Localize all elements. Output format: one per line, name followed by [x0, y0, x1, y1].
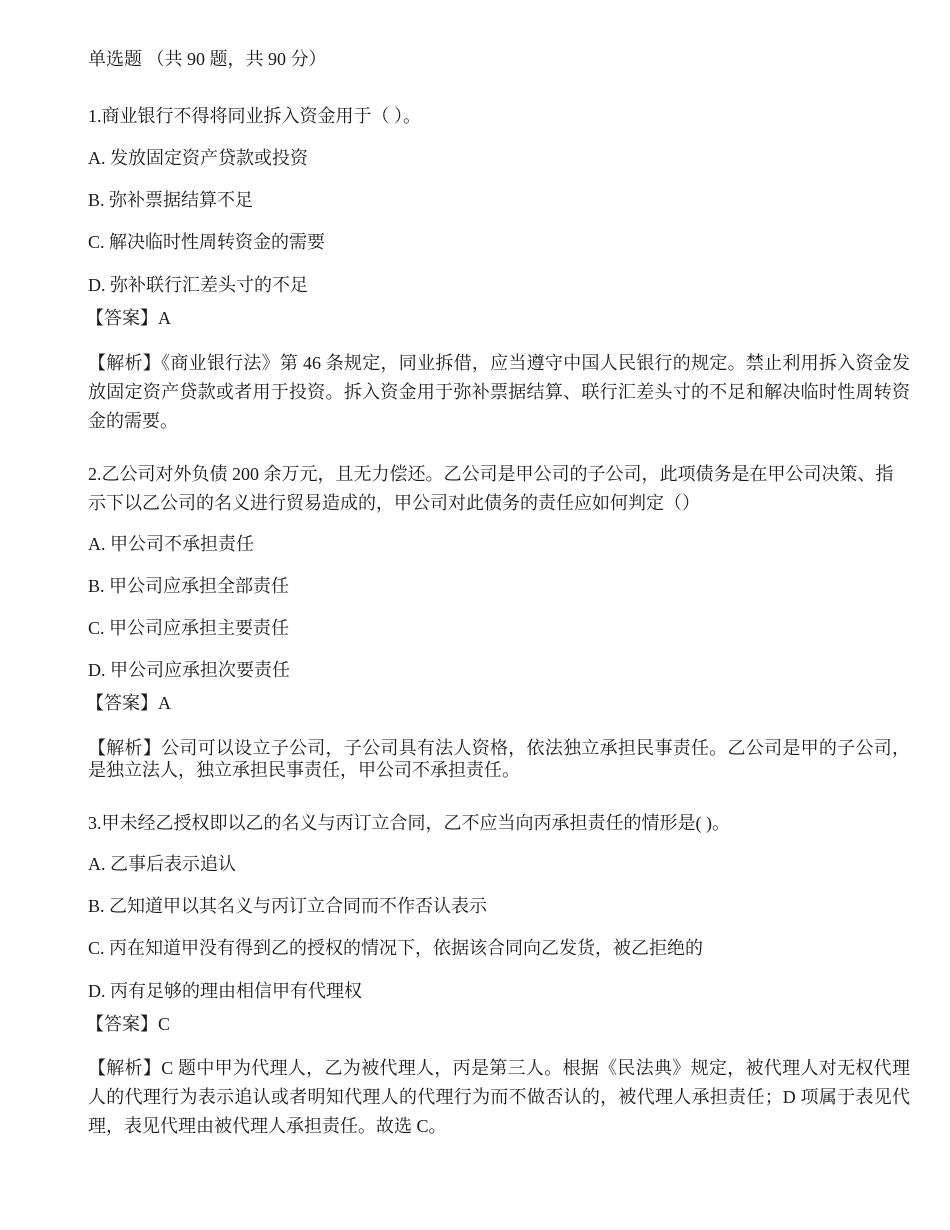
analysis-text: 【解析】《商业银行法》第 46 条规定，同业拆借，应当遵守中国人民银行的规定。禁止利用拆入资金发放固定资产贷款或者用于投资。拆入资金用于弥补票据结算、联行汇差头寸的不足和解决临时性周转资金的需要。 [88, 353, 910, 431]
option-d: D. 弥补联行汇差头寸的不足 [88, 275, 308, 295]
question-stem: 3.甲未经乙授权即以乙的名义与丙订立合同，乙不应当向丙承担责任的情形是( )。 [88, 813, 730, 833]
option-b: B. 甲公司应承担全部责任 [88, 576, 290, 596]
section-title: 单选题 （共 90 题，共 90 分） [88, 49, 327, 69]
question-stem: 2.乙公司对外负债 200 余万元，且无力偿还。乙公司是甲公司的子公司，此项债务是在甲公司决策、指示下以乙公司的名义进行贸易造成的，甲公司对此债务的责任应如何判定（） [88, 464, 894, 513]
option-a: A. 发放固定资产贷款或投资 [88, 148, 308, 168]
option-a: A. 乙事后表示追认 [88, 854, 236, 874]
answer-label: 【答案】A [86, 308, 171, 328]
answer-label: 【答案】A [86, 693, 171, 713]
option-d: D. 甲公司应承担次要责任 [88, 660, 290, 680]
option-c: C. 解决临时性周转资金的需要 [88, 232, 326, 252]
option-c: C. 丙在知道甲没有得到乙的授权的情况下，依据该合同向乙发货，被乙拒绝的 [88, 938, 704, 958]
answer-label: 【答案】C [86, 1014, 171, 1034]
option-a: A. 甲公司不承担责任 [88, 534, 254, 554]
question-stem: 1.商业银行不得将同业拆入资金用于（ ）。 [88, 106, 421, 126]
option-d: D. 丙有足够的理由相信甲有代理权 [88, 981, 362, 1001]
analysis-text: 【解析】公司可以设立子公司，子公司具有法人资格，依法独立承担民事责任。乙公司是甲的子公司，是独立法人，独立承担民事责任，甲公司不承担责任。 [88, 738, 910, 780]
option-b: B. 弥补票据结算不足 [88, 190, 254, 210]
option-c: C. 甲公司应承担主要责任 [88, 618, 290, 638]
analysis-text: 【解析】C 题中甲为代理人，乙为被代理人，丙是第三人。根据《民法典》规定，被代理人对无权代理人的代理行为表示追认或者明知代理人的代理行为而不做否认的，被代理人承担责任；D 项属于表见代理，表见代理由被代理人承担责任。故选 C。 [88, 1058, 910, 1136]
option-b: B. 乙知道甲以其名义与丙订立合同而不作否认表示 [88, 896, 488, 916]
